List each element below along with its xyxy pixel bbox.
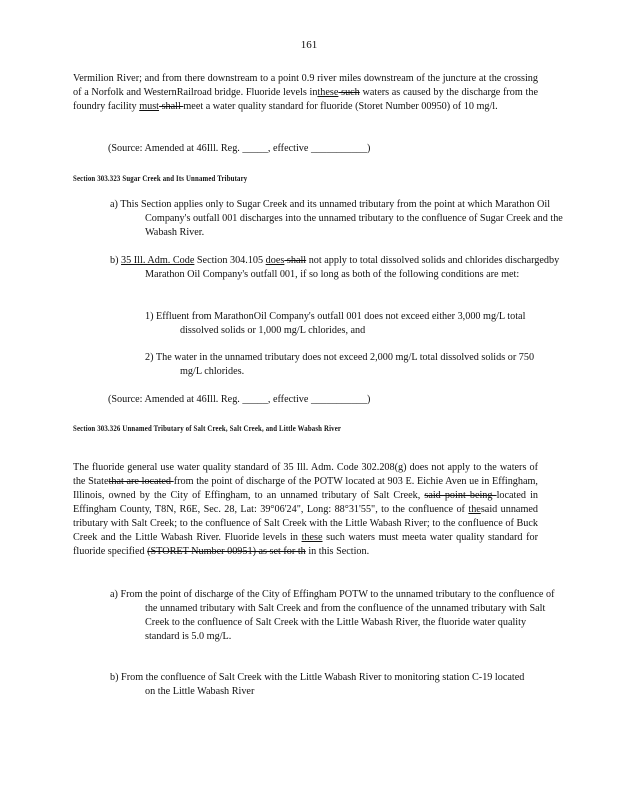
paragraph-vermilion [73,72,538,114]
text-run: Vermilion River; and from there downstream to a point 0.9 river miles downstream of the juncture at the crossing of a Norfolk and WesternRailroad bridge. Fluoride levels in [73,73,538,98]
item-label: b) [110,255,119,266]
subsection-b [110,671,525,699]
text-run: said unnamed tributary with Salt Creek; to the confluence of Salt Creek with the Little Wabash River; to the confluence of Buck Creek and the Little Wabash River. Fluoride levels in [73,504,538,543]
deleted-text: such [338,87,360,98]
inserted-text: these [301,532,323,543]
section-heading: Section 303.326 Unnamed Tributary of Salt Creek, Salt Creek, and Little Wabash River [73,424,342,433]
inserted-text: does [265,255,285,266]
source-note: (Source: Amended at 46Ill. Reg. _____, effective ___________) [108,394,371,405]
deleted-text: shall [284,255,307,266]
item-text: Effluent from MarathonOil Company's outfall 001 does not exceed either 3,000 mg/L total dissolved solids or 1,000 mg/L chlorides, and [156,311,526,336]
inserted-text: 35 Ill. Adm. Code [121,255,195,266]
text-run: located in Effingham County, T8N, R6E, Sec. 28, Lat: 39°06'24", Long: 88°31'55", to the confluence of [73,490,538,515]
item-text: From the point of discharge of the City of Effingham POTW to the unnamed tributary to the confluence of the unnamed tributary with Salt Creek and from the confluence of the unnamed tributary with Salt Creek to the confluence of Salt Creek with the Little Wabash River, the fluoride water quality standard is 5.0 mg/L. [120,589,555,642]
item-label: 2) [145,352,154,363]
deleted-text: shall [159,101,184,112]
inserted-text: must [139,101,160,112]
deleted-text: said point being [424,490,497,501]
text-run: not apply to total dissolved solids and chlorides dischargedby Marathon Oil Company's outfall 001, if so long as both of the following conditions are met: [145,255,560,280]
item-label: 1) [145,311,154,322]
text-run: The fluoride general use water quality standard of 35 Ill. Adm. Code 302.208(g) does not apply to the waters of the State [73,462,538,487]
section-heading: Section 303.323 Sugar Creek and Its Unnamed Tributary [73,174,248,183]
text-run: meet a water quality standard for fluoride (Storet Number 00950) of 10 mg/l. [183,101,498,112]
text-run: in this Section. [305,546,370,557]
text-run: such waters must meeta water quality standard for fluoride specified [73,532,539,557]
item-text: From the confluence of Salt Creek with the Little Wabash River to monitoring station C-19 located on the Little Wabash River [121,672,525,697]
inserted-text: these [317,87,339,98]
item-text: The water in the unnamed tributary does not exceed 2,000 mg/L total dissolved solids or 750 mg/L chlorides. [155,352,535,377]
text-run: Section 304.105 [194,255,266,266]
text-run: from the point of discharge of the POTW located at 903 E. Eichie Aven ue in Effingham, Illinois, owned by the City of Effingham, to an unnamed tributary of Salt Creek, [73,476,538,501]
deleted-text: that are located [108,476,174,487]
item-label: a) [110,589,118,600]
condition-2 [145,351,535,379]
item-label: a) [110,199,118,210]
source-note: (Source: Amended at 46Ill. Reg. _____, effective ___________) [108,143,371,154]
inserted-text: the [468,504,481,515]
item-label: b) [110,672,119,683]
paragraph-fluoride [73,461,538,559]
text-run: waters as caused by the discharge from the foundry facility [73,87,538,112]
deleted-text: (STORET Number 00951) as set for th [147,546,306,557]
subsection-a [110,198,565,240]
item-text: This Section applies only to Sugar Creek and its unnamed tributary from the point at which Marathon Oil Company's outfall 001 discharges into the unnamed tributary to the confluence of Sugar Creek and the Wabash River. [120,199,563,238]
subsection-a [110,588,555,644]
page-number: 161 [300,39,318,51]
condition-1 [145,310,550,338]
subsection-b [110,254,565,282]
